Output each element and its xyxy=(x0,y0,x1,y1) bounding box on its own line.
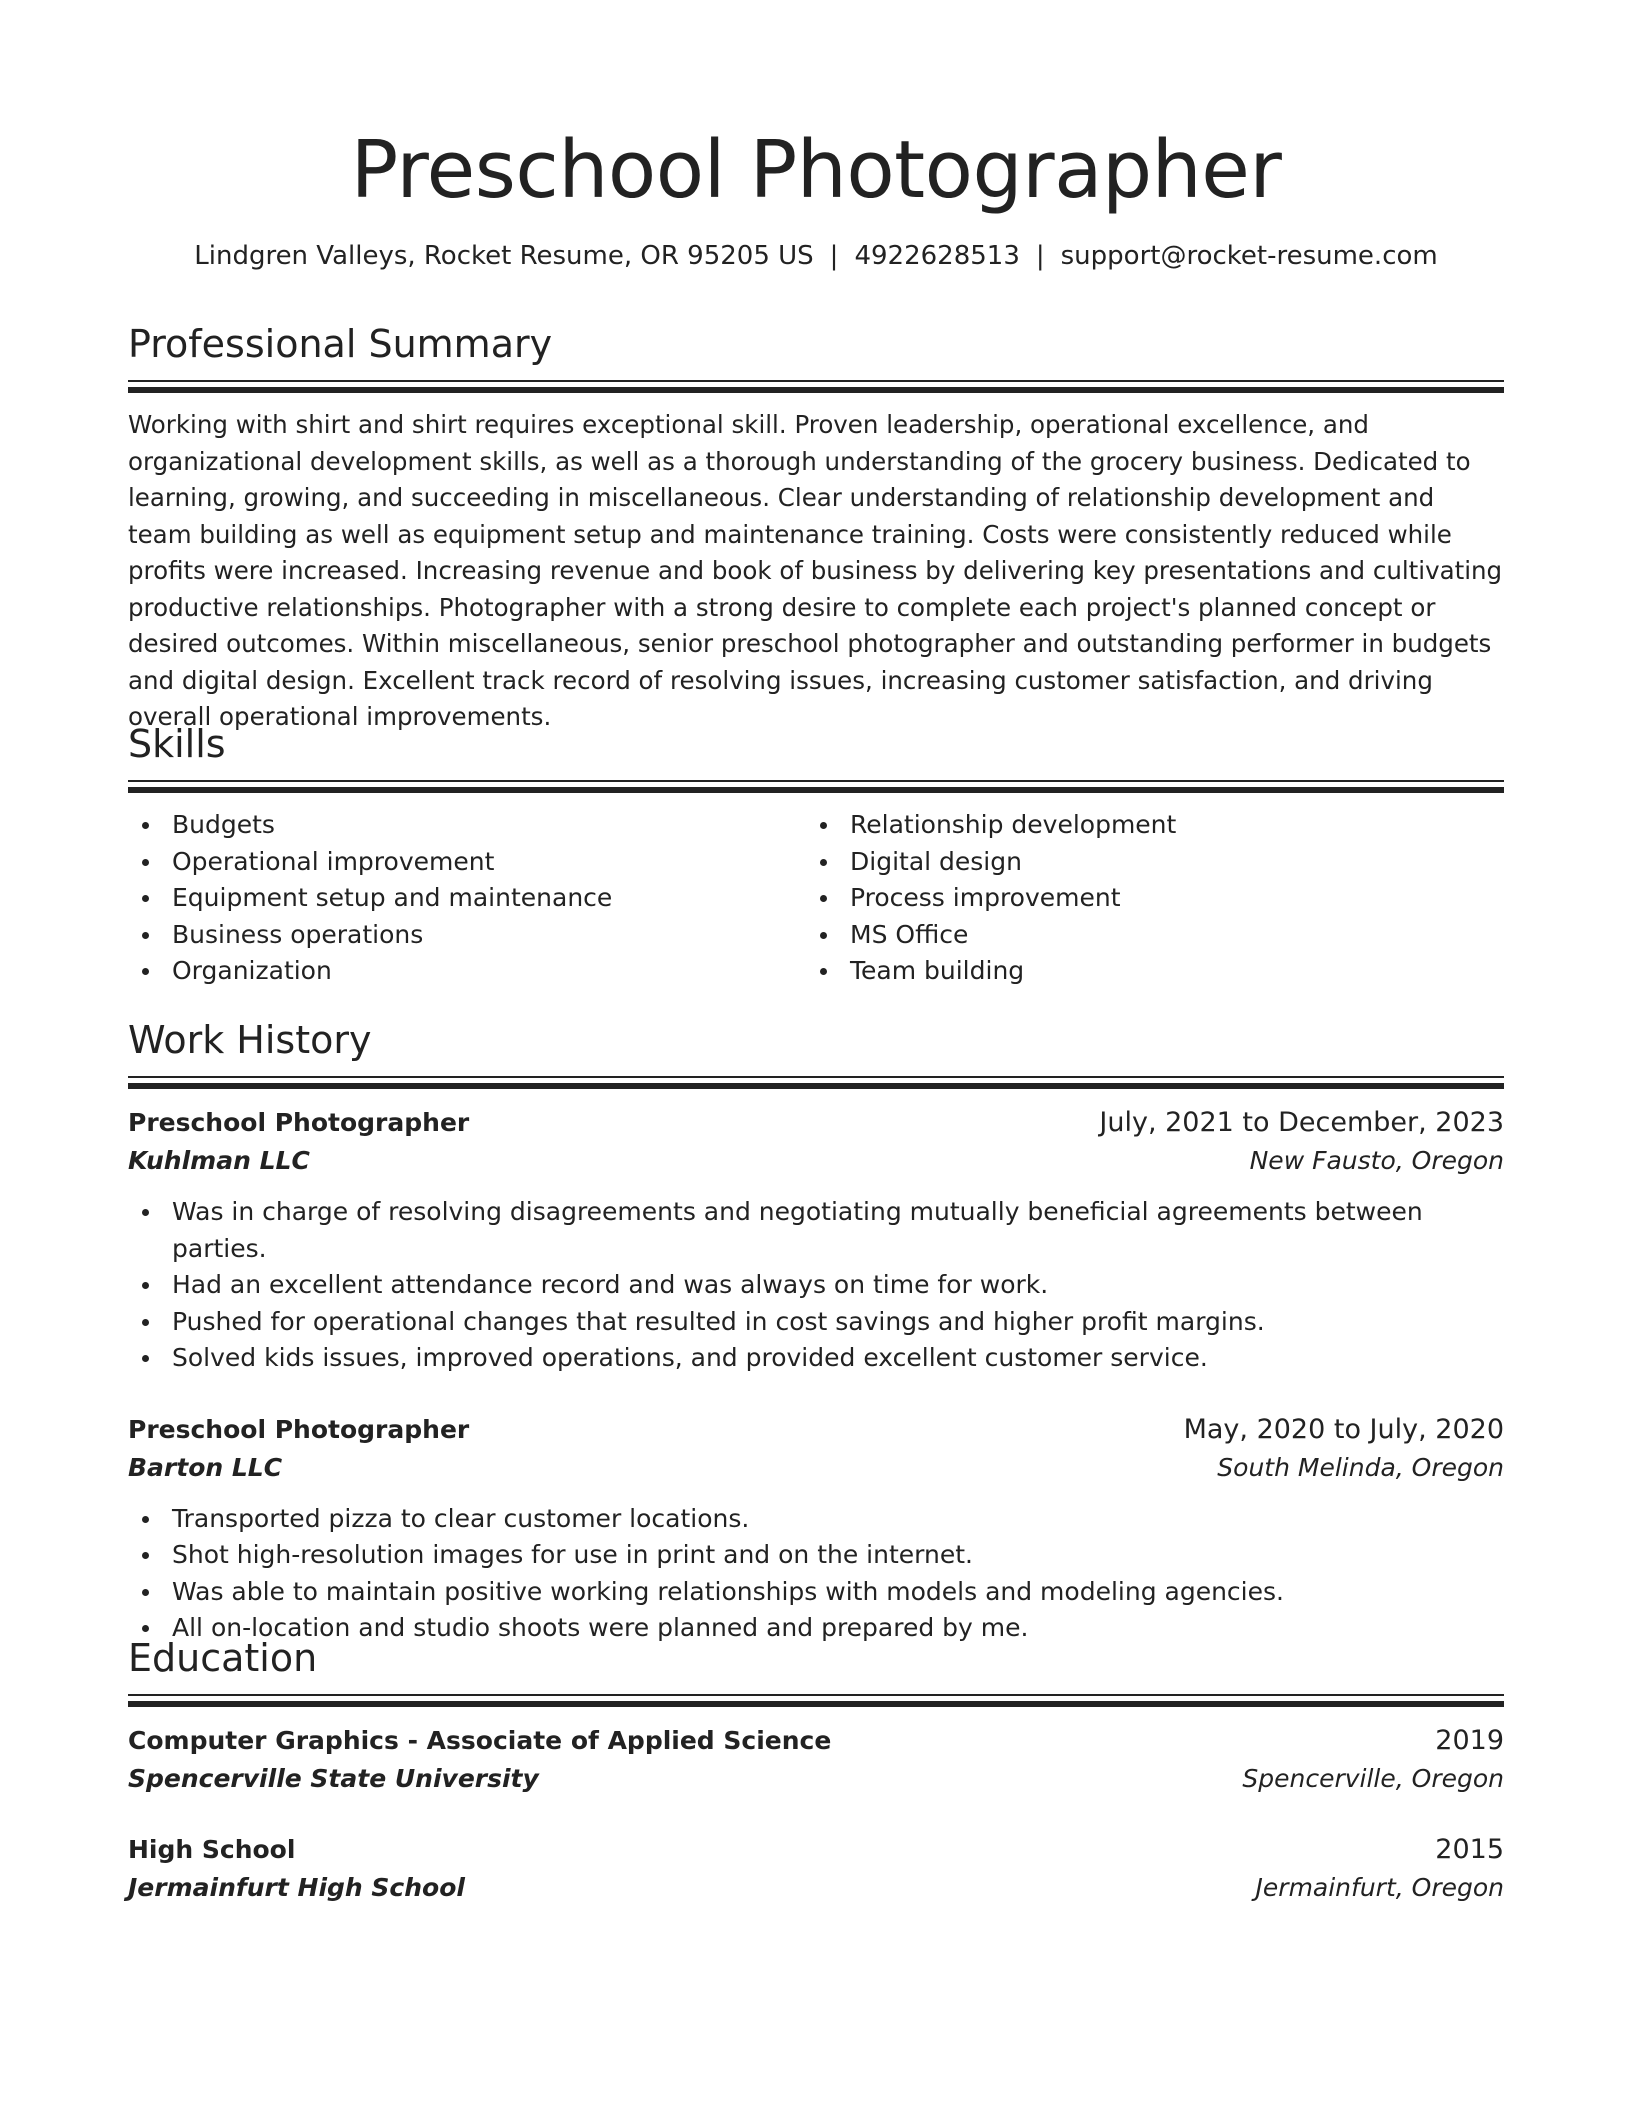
job-location: South Melinda, Oregon xyxy=(1217,1452,1504,1482)
school-location: Spencerville, Oregon xyxy=(1242,1764,1504,1793)
graduation-year: 2019 xyxy=(1435,1725,1504,1756)
education-section xyxy=(128,1632,1504,1907)
job-bullet: Solved kids issues, improved operations, and provided excellent customer service. xyxy=(128,1340,1504,1377)
work-history-section xyxy=(128,1014,1504,1647)
job-bullet: Pushed for operational changes that resulted in cost savings and higher profit margins. xyxy=(128,1304,1504,1341)
job-bullet: Transported pizza to clear customer locations. xyxy=(128,1501,1504,1538)
skill-item: Relationship development xyxy=(806,807,1484,844)
skills-section xyxy=(128,718,1504,990)
job-dates: July, 2021 to December, 2023 xyxy=(1099,1107,1504,1138)
contact-line xyxy=(128,236,1504,276)
company-name: Kuhlman LLC xyxy=(128,1146,310,1175)
degree: Computer Graphics - Associate of Applied Science xyxy=(128,1726,832,1755)
section-rule xyxy=(128,1694,1504,1710)
skill-item: MS Office xyxy=(806,917,1484,954)
job-title: Preschool Photographer xyxy=(128,1108,470,1137)
email-link[interactable]: support@rocket-resume.com xyxy=(1060,241,1438,271)
skill-item: Equipment setup and maintenance xyxy=(128,880,806,917)
company-name: Barton LLC xyxy=(128,1452,283,1482)
job-entry xyxy=(128,1104,1504,1377)
skill-item: Process improvement xyxy=(806,880,1484,917)
skill-item: Digital design xyxy=(806,844,1484,881)
phone: 4922628513 xyxy=(854,241,1020,271)
section-title: Professional Summary xyxy=(128,322,553,366)
job-bullet: Was able to maintain positive working relationships with models and modeling agencies. xyxy=(128,1574,1504,1611)
job-bullet: Shot high-resolution images for use in print and on the internet. xyxy=(128,1537,1504,1574)
job-bullet: All on-location and studio shoots were planned and prepared by me. xyxy=(128,1610,1504,1647)
section-title: Education xyxy=(128,1636,318,1680)
separator: | xyxy=(1035,241,1045,271)
summary-text: Working with shirt and shirt requires exceptional skill. Proven leadership, operational excellence, and organizational development skills, as well as a thorough understanding of the grocery business. Dedicated to learning, growing, and succeeding in miscellaneous. Clear understanding of relationship development and team building as well as equipment setup and maintenance training. Costs were consistently reduced while profits were increased. Increasing revenue and book of business by delivering key presentations and cultivating productive relationships. Photographer with a strong desire to complete each project's planned concept or desired outcomes. Within miscellaneous, senior preschool photographer and outstanding performer in budgets and digital design. Excellent track record of resolving issues, increasing customer satisfaction, and driving overall operational improvements. xyxy=(128,410,1503,731)
school-name: Jermainfurt High School xyxy=(128,1873,465,1902)
education-entry xyxy=(128,1831,1504,1907)
graduation-year: 2015 xyxy=(1435,1834,1504,1865)
job-title: Preschool Photographer xyxy=(128,1414,470,1444)
section-title: Skills xyxy=(128,722,226,766)
skill-item: Budgets xyxy=(128,807,806,844)
school-name: Spencerville State University xyxy=(128,1764,539,1793)
skill-item: Team building xyxy=(806,953,1484,990)
job-entry xyxy=(128,1411,1504,1647)
education-entry xyxy=(128,1722,1504,1798)
school-location: Jermainfurt, Oregon xyxy=(1255,1873,1504,1902)
section-rule xyxy=(128,380,1504,396)
skills-right-list xyxy=(806,807,1484,990)
degree: High School xyxy=(128,1835,296,1864)
job-bullet: Was in charge of resolving disagreements and negotiating mutually beneficial agreements between parties. xyxy=(128,1194,1504,1267)
section-title: Work History xyxy=(128,1018,372,1062)
job-bullet: Had an excellent attendance record and was always on time for work. xyxy=(128,1267,1504,1304)
job-location: New Fausto, Oregon xyxy=(1249,1146,1504,1175)
section-rule xyxy=(128,780,1504,796)
section-rule xyxy=(128,1076,1504,1092)
skill-item: Business operations xyxy=(128,917,806,954)
separator: | xyxy=(829,241,839,271)
skill-item: Organization xyxy=(128,953,806,990)
summary-section xyxy=(128,318,1504,736)
skills-columns xyxy=(128,807,1504,990)
skills-left-list xyxy=(128,807,806,990)
candidate-name: Preschool Photographer xyxy=(350,124,1282,216)
job-bullets xyxy=(128,1501,1504,1647)
address: Lindgren Valleys, Rocket Resume, OR 95205 US xyxy=(194,241,814,271)
job-dates: May, 2020 to July, 2020 xyxy=(1183,1413,1504,1445)
job-bullets xyxy=(128,1194,1504,1377)
skill-item: Operational improvement xyxy=(128,844,806,881)
